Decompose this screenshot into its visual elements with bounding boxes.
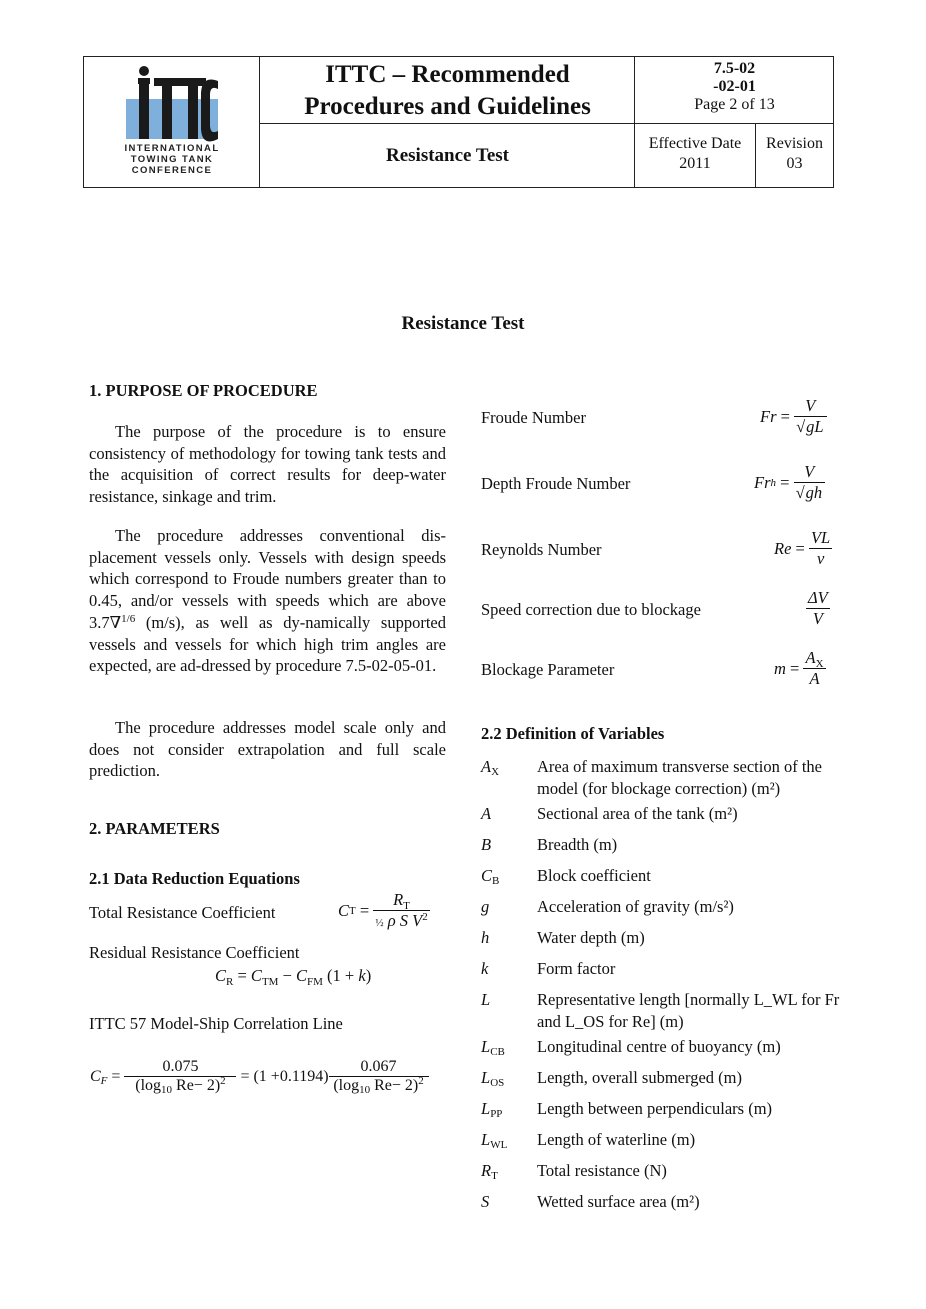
page-number: Page 2 of 13 [694, 96, 775, 113]
title-line-1: ITTC – Recommended [325, 60, 570, 88]
reynolds-number-label: Reynolds Number [481, 540, 602, 559]
definition-row: AX Area of maximum transverse section of the model (for blockage correction) (m²) [481, 757, 822, 798]
definition-row: L Representative length [normally L_WL for Fr and L_OS for Re] (m) [481, 990, 840, 1031]
froude-number-equation: Fr = $\frac{V}{√gL}$ [760, 396, 827, 437]
document-header [83, 56, 834, 188]
cf-numerator-1: 0.075 [162, 1058, 199, 1075]
ittc57-label: ITTC 57 Model-Ship Correlation Line [89, 1014, 343, 1033]
ref-line-1: 7.5-02 [713, 60, 756, 77]
definition-row: LCB Longitudinal centre of buoyancy (m) [481, 1037, 781, 1058]
definition-row: CB Block coefficient [481, 866, 651, 887]
revision-value: 03 [786, 155, 803, 172]
definition-row: RT Total resistance (N) [481, 1161, 667, 1182]
title-line-2: Procedures and Guidelines [304, 92, 591, 120]
total-resistance-equation: C T = $\frac{R_T}{\frac{1}{2} \rho S V^2}$ [338, 890, 428, 930]
ittc57-equation: $C_F$ = $\frac{0.075}{(\log_{10} Re- 2)^2}$ = (1 + 0.1194 ) $\frac{0.067}{(\log_{10} Re- 2)^2}$ [90, 1058, 429, 1095]
froude-number-label: Froude Number [481, 408, 586, 427]
logo-line-2: TOWING TANK [130, 154, 214, 165]
document-title: Resistance Test [401, 313, 525, 334]
header-title [260, 57, 635, 124]
p2-text-a: The procedure addresses conventional dis-placement vessels only. Vessels with design speeds which correspond to Froude numbers greater than to 0.45, and/or vessels with speeds which are above 3.7 [89, 526, 446, 632]
p2-exponent: 1/6 [121, 612, 136, 625]
speed-correction-label: Speed correction due to blockage [481, 600, 701, 619]
definition-row: S Wetted surface area (m²) [481, 1192, 700, 1211]
blockage-parameter-equation: m = $\frac{A_X}{A}$ [774, 648, 824, 688]
speed-correction-equation: $\frac{\Delta V}{V}$ [808, 588, 828, 628]
cf-factor: 0.1194 [279, 1067, 324, 1085]
reynolds-number-equation: Re = $\frac{VL}{\nu}$ [774, 528, 831, 568]
revision-cell [756, 124, 833, 187]
total-resistance-label: Total Resistance Coefficient [89, 903, 276, 922]
section-1-heading: 1. PURPOSE OF PROCEDURE [89, 381, 318, 400]
purpose-paragraph-3: The procedure addresses model scale only and does not consider extrapolation and full scale prediction. [89, 718, 446, 781]
ittc-logo [84, 57, 260, 187]
definition-row: k Form factor [481, 959, 616, 978]
revision-label: Revision [766, 135, 823, 152]
depth-froude-label: Depth Froude Number [481, 474, 631, 493]
effective-date-value: 2011 [679, 155, 711, 172]
residual-resistance-label: Residual Resistance Coefficient [89, 943, 300, 962]
depth-froude-equation: Fr h = $\frac{V}{√gh}$ [754, 462, 825, 503]
blockage-parameter-label: Blockage Parameter [481, 660, 615, 679]
definition-row: A Sectional area of the tank (m²) [481, 804, 738, 823]
section-2-1-heading: 2.1 Data Reduction Equations [89, 869, 300, 888]
definition-row: LWL Length of waterline (m) [481, 1130, 696, 1151]
definition-row: h Water depth (m) [481, 928, 645, 947]
ref-line-2: -02-01 [713, 78, 756, 95]
procedure-reference [635, 57, 834, 124]
purpose-paragraph-2 [89, 525, 446, 677]
effective-date-cell [635, 124, 755, 187]
residual-resistance-equation: $C_R = C_{TM} - C_{FM}$ (1 + k) [215, 966, 372, 988]
definition-row: B Breadth (m) [481, 835, 618, 854]
definition-row: g Acceleration of gravity (m/s²) [481, 897, 734, 916]
definition-row: LPP Length between perpendiculars (m) [481, 1099, 773, 1120]
section-2-heading: 2. PARAMETERS [89, 819, 220, 838]
displacement-symbol: ∇ [109, 612, 122, 632]
definition-row: LOS Length, overall submerged (m) [481, 1068, 742, 1089]
variable-definitions-list [481, 754, 841, 1220]
logo-line-3: CONFERENCE [131, 165, 213, 176]
header-subtitle: Resistance Test [386, 144, 509, 166]
section-2-2-heading: 2.2 Definition of Variables [481, 724, 665, 743]
p2-text-b: (m/s), as well as dy-namically supported vessels and vessels for which high trim angles are expected, are ad-dressed by procedure 7.5-02-05-01. [89, 612, 446, 676]
logo-line-1: INTERNATIONAL [124, 143, 220, 154]
purpose-paragraph-1: The purpose of the procedure is to ensure consistency of methodology for towing tank tests and the acquisition of correct results for deep-water resistance, sinkage and trim. [89, 422, 446, 507]
effective-date-label: Effective Date [648, 135, 742, 152]
cf-numerator-2: 0.067 [360, 1058, 397, 1075]
